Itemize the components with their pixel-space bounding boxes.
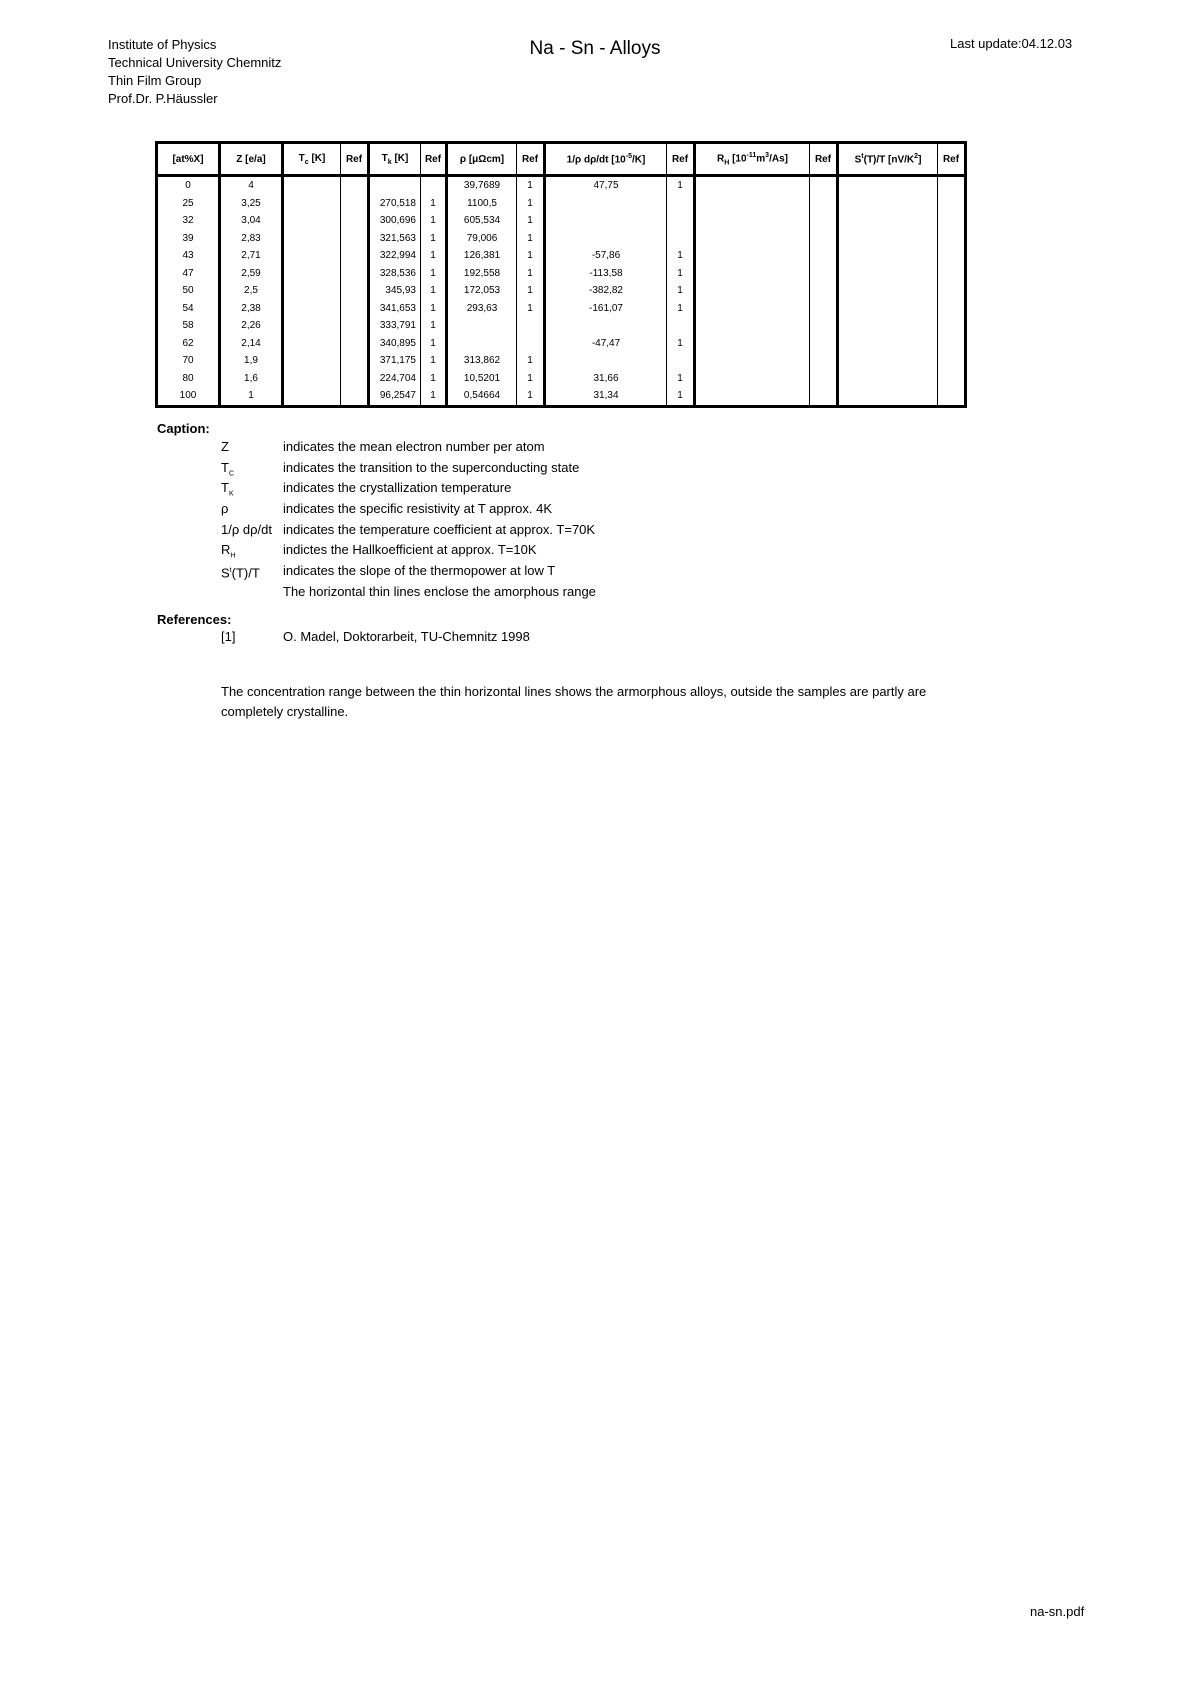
table-cell (695, 176, 810, 195)
table-row (157, 352, 966, 370)
table-row (157, 335, 966, 353)
col-header-rh: $R_H$ $[10^{-11}m^3/As]$ (695, 143, 810, 176)
table-cell: 293,63 (447, 300, 517, 318)
table-row (157, 195, 966, 213)
table-cell: 96,2547 (369, 387, 421, 406)
table-cell (695, 265, 810, 283)
caption-item (221, 437, 596, 458)
table-cell: 3,25 (220, 195, 283, 213)
table-cell (938, 212, 966, 230)
table-cell: 1 (421, 212, 447, 230)
table-cell: 47 (157, 265, 220, 283)
col-header-temp-coef: 1/ρ dρ/dt $[10^{-5}/K]$ (545, 143, 667, 176)
table-cell (810, 176, 838, 195)
table-cell: 2,38 (220, 300, 283, 318)
table-cell: 1,9 (220, 352, 283, 370)
reference-text: O. Madel, Doktorarbeit, TU-Chemnitz 1998 (283, 629, 530, 644)
table-cell (938, 300, 966, 318)
table-cell (838, 300, 938, 318)
table-row (157, 230, 966, 248)
table-cell: 2,71 (220, 247, 283, 265)
table-cell (838, 265, 938, 283)
table-cell: 340,895 (369, 335, 421, 353)
table-cell (341, 352, 369, 370)
caption-item (221, 520, 596, 541)
table-cell (938, 370, 966, 388)
table-cell: 1 (421, 387, 447, 406)
table-cell: 1 (517, 212, 545, 230)
table-cell: 1 (667, 300, 695, 318)
table-cell (838, 176, 938, 195)
table-cell: 313,862 (447, 352, 517, 370)
table-cell: 1 (421, 195, 447, 213)
table-cell (695, 230, 810, 248)
table-cell (283, 176, 341, 195)
table-cell (938, 335, 966, 353)
table-cell: 2,83 (220, 230, 283, 248)
table-cell: 1 (421, 247, 447, 265)
table-cell (938, 230, 966, 248)
caption-symbol (221, 582, 283, 603)
table-cell: 333,791 (369, 317, 421, 335)
table-cell: 1 (667, 247, 695, 265)
table-cell (695, 387, 810, 406)
page-title: Na - Sn - Alloys (529, 38, 661, 59)
table-cell (447, 335, 517, 353)
table-cell (517, 335, 545, 353)
table-cell (341, 176, 369, 195)
table-cell (421, 176, 447, 195)
institution-line: Institute of Physics (108, 37, 217, 52)
table-cell: 172,053 (447, 282, 517, 300)
table-cell: 2,5 (220, 282, 283, 300)
table-cell (667, 317, 695, 335)
footer-filename: na-sn.pdf (1030, 1604, 1085, 1619)
caption-symbol: 1/ρ dρ/dt (221, 521, 272, 537)
caption-symbol: ρ (221, 501, 229, 517)
table-cell: 1100,5 (447, 195, 517, 213)
table-cell (283, 282, 341, 300)
table-cell (283, 247, 341, 265)
caption-text: indicates the slope of the thermopower at low T (283, 563, 556, 579)
table-row (157, 387, 966, 406)
caption-symbol: $T_K$ (221, 480, 234, 498)
table-cell (517, 317, 545, 335)
table-cell (341, 195, 369, 213)
table-cell: 270,518 (369, 195, 421, 213)
caption-item (221, 499, 596, 520)
table-cell: 100 (157, 387, 220, 406)
col-header-atx: [at%X] (157, 143, 220, 176)
table-cell (838, 387, 938, 406)
table-cell (838, 317, 938, 335)
caption-item (221, 540, 596, 561)
table-cell: 1 (421, 335, 447, 353)
table-cell: 1,6 (220, 370, 283, 388)
col-header-ref: Ref (667, 143, 695, 176)
table-cell (283, 370, 341, 388)
table-cell (283, 352, 341, 370)
table-cell: 50 (157, 282, 220, 300)
table-cell (810, 230, 838, 248)
table-cell (695, 282, 810, 300)
caption-text: indicates the specific resistivity at T approx. 4K (283, 501, 553, 517)
table-cell (695, 247, 810, 265)
table-row (157, 370, 966, 388)
table-cell: -113,58 (545, 265, 667, 283)
table-cell (341, 370, 369, 388)
table-cell (283, 300, 341, 318)
table-cell (341, 282, 369, 300)
table-cell: 224,704 (369, 370, 421, 388)
table-cell (341, 230, 369, 248)
col-header-ref: Ref (421, 143, 447, 176)
table-cell: 328,536 (369, 265, 421, 283)
table-cell: -161,07 (545, 300, 667, 318)
table-cell: 345,93 (369, 282, 421, 300)
table-cell (838, 370, 938, 388)
caption-symbol: Z (221, 439, 229, 454)
table-cell: 39 (157, 230, 220, 248)
col-header-ref: Ref (810, 143, 838, 176)
table-cell (545, 195, 667, 213)
caption-item (221, 561, 596, 582)
table-cell (695, 335, 810, 353)
table-cell: 70 (157, 352, 220, 370)
table-cell (838, 230, 938, 248)
reference-item (221, 629, 530, 644)
table-cell: 4 (220, 176, 283, 195)
caption-symbol: $T_C$ (221, 459, 235, 478)
table-cell (695, 195, 810, 213)
col-header-ref: Ref (517, 143, 545, 176)
table-cell (838, 212, 938, 230)
references-title: References: (157, 612, 232, 627)
table-cell (810, 387, 838, 406)
table-cell: 1 (517, 230, 545, 248)
table-cell (283, 387, 341, 406)
table-cell (369, 176, 421, 195)
table-cell: -57,86 (545, 247, 667, 265)
table-cell: 341,653 (369, 300, 421, 318)
table-cell: 1 (667, 335, 695, 353)
col-header-ref: Ref (341, 143, 369, 176)
table-cell: 2,59 (220, 265, 283, 283)
table-cell (283, 212, 341, 230)
table-cell: 3,04 (220, 212, 283, 230)
data-table (155, 141, 967, 408)
table-cell (283, 265, 341, 283)
table-cell: 43 (157, 247, 220, 265)
col-header-tc: $T_c$ [K] (283, 143, 341, 176)
table-cell: 1 (667, 282, 695, 300)
caption-item (221, 478, 596, 499)
table-cell: 54 (157, 300, 220, 318)
table-cell: 32 (157, 212, 220, 230)
caption-text: indicates the temperature coefficient at approx. T=70K (283, 521, 596, 537)
table-cell (938, 265, 966, 283)
table-cell: 1 (517, 352, 545, 370)
table-cell (810, 212, 838, 230)
table-cell (545, 352, 667, 370)
table-cell (695, 300, 810, 318)
table-cell (695, 352, 810, 370)
table-cell: 1 (517, 265, 545, 283)
table-cell (667, 212, 695, 230)
caption-title: Caption: (157, 421, 210, 436)
table-cell (341, 387, 369, 406)
table-cell: 0,54664 (447, 387, 517, 406)
table-cell: 31,34 (545, 387, 667, 406)
table-cell: 1 (517, 370, 545, 388)
table-cell: 1 (421, 282, 447, 300)
table-cell: 126,381 (447, 247, 517, 265)
table-cell: 1 (421, 230, 447, 248)
table-cell: 79,006 (447, 230, 517, 248)
table-cell (938, 352, 966, 370)
table-cell (810, 265, 838, 283)
table-row (157, 317, 966, 335)
table-row (157, 247, 966, 265)
col-header-rho: ρ [μΩcm] (447, 143, 517, 176)
table-cell: 58 (157, 317, 220, 335)
table-cell (545, 212, 667, 230)
table-cell: 321,563 (369, 230, 421, 248)
table-cell: 1 (421, 265, 447, 283)
table-cell (838, 195, 938, 213)
table-cell: 371,175 (369, 352, 421, 370)
table-cell: 1 (421, 370, 447, 388)
table-cell (341, 212, 369, 230)
table-cell: 1 (667, 265, 695, 283)
table-cell (838, 352, 938, 370)
table-cell: 1 (667, 176, 695, 195)
table-cell (545, 230, 667, 248)
table-cell (810, 247, 838, 265)
table-cell (810, 195, 838, 213)
table-cell: -382,82 (545, 282, 667, 300)
table-cell: 2,26 (220, 317, 283, 335)
table-cell (695, 317, 810, 335)
table-cell: 1 (667, 370, 695, 388)
table-cell: 25 (157, 195, 220, 213)
table-cell (838, 335, 938, 353)
col-header-thermopower: $S^t(T)/T$ $[nV/K^2]$ (838, 143, 938, 176)
table-row (157, 265, 966, 283)
table-cell (283, 335, 341, 353)
table-cell (341, 335, 369, 353)
table-cell (810, 282, 838, 300)
caption-symbol: $R_H$ (221, 542, 236, 561)
caption-text: The horizontal thin lines enclose the amorphous range (283, 583, 596, 599)
table-cell: 1 (517, 387, 545, 406)
table-cell (667, 230, 695, 248)
table-row (157, 212, 966, 230)
institution-line: Technical University Chemnitz (108, 55, 282, 70)
table-cell: 300,696 (369, 212, 421, 230)
table-header-row (157, 143, 966, 176)
table-cell (938, 176, 966, 195)
table-cell: 1 (517, 282, 545, 300)
table-cell: 192,558 (447, 265, 517, 283)
table-cell: 605,534 (447, 212, 517, 230)
table-cell: 1 (667, 387, 695, 406)
table-cell (810, 317, 838, 335)
table-cell: 1 (421, 352, 447, 370)
institution-line: Thin Film Group (108, 73, 202, 88)
table-row (157, 300, 966, 318)
table-cell (667, 195, 695, 213)
table-cell (838, 247, 938, 265)
institution-line: Prof.Dr. P.Häussler (108, 91, 218, 106)
table-cell: 1 (220, 387, 283, 406)
table-cell: 1 (517, 300, 545, 318)
table-cell (283, 230, 341, 248)
table-cell: 47,75 (545, 176, 667, 195)
table-cell (938, 282, 966, 300)
table-row (157, 176, 966, 195)
table-cell (341, 317, 369, 335)
caption-text: indicates the mean electron number per atom (283, 439, 545, 454)
table-cell: 1 (421, 300, 447, 318)
table-cell: 1 (517, 176, 545, 195)
last-update: Last update:04.12.03 (950, 36, 1073, 51)
caption-text: indicates the transition to the superconducting state (283, 459, 580, 475)
table-cell: 2,14 (220, 335, 283, 353)
table-body (157, 176, 966, 407)
caption-text: indicates the crystallization temperature (283, 480, 512, 496)
table-cell (341, 300, 369, 318)
table-cell (447, 317, 517, 335)
table-cell (938, 195, 966, 213)
table-cell: 1 (517, 247, 545, 265)
table-cell: 10,5201 (447, 370, 517, 388)
caption-item (221, 582, 596, 603)
table-cell (341, 265, 369, 283)
col-header-tk: $T_k$ [K] (369, 143, 421, 176)
table-cell (938, 387, 966, 406)
caption-symbol: $S^t(T)/T$ (221, 565, 260, 581)
table-cell (810, 370, 838, 388)
col-header-ref: Ref (938, 143, 966, 176)
table-cell: 80 (157, 370, 220, 388)
caption-list (221, 437, 596, 603)
table-cell: 1 (421, 317, 447, 335)
table-cell: -47,47 (545, 335, 667, 353)
caption-text: indictes the Hallkoefficient at approx. T=10K (283, 542, 537, 558)
table-cell (938, 247, 966, 265)
table-cell: 1 (517, 195, 545, 213)
table-cell (695, 212, 810, 230)
table-cell (695, 370, 810, 388)
table-cell: 31,66 (545, 370, 667, 388)
table-cell (283, 195, 341, 213)
table-cell (810, 352, 838, 370)
table-cell (838, 282, 938, 300)
table-row (157, 282, 966, 300)
table-cell: 322,994 (369, 247, 421, 265)
table-cell (341, 247, 369, 265)
reference-number: [1] (221, 629, 236, 644)
table-cell: 62 (157, 335, 220, 353)
col-header-z: Z [e/a] (220, 143, 283, 176)
table-cell (938, 317, 966, 335)
table-cell (667, 352, 695, 370)
table-cell (810, 335, 838, 353)
table-cell (545, 317, 667, 335)
table-cell: 39,7689 (447, 176, 517, 195)
table-cell (283, 317, 341, 335)
table-cell: 0 (157, 176, 220, 195)
caption-item (221, 458, 596, 479)
amorphous-range-note: The concentration range between the thin horizontal lines shows the armorphous alloys, outside the samples are partly are completely crystalline. (221, 684, 927, 719)
table-cell (810, 300, 838, 318)
